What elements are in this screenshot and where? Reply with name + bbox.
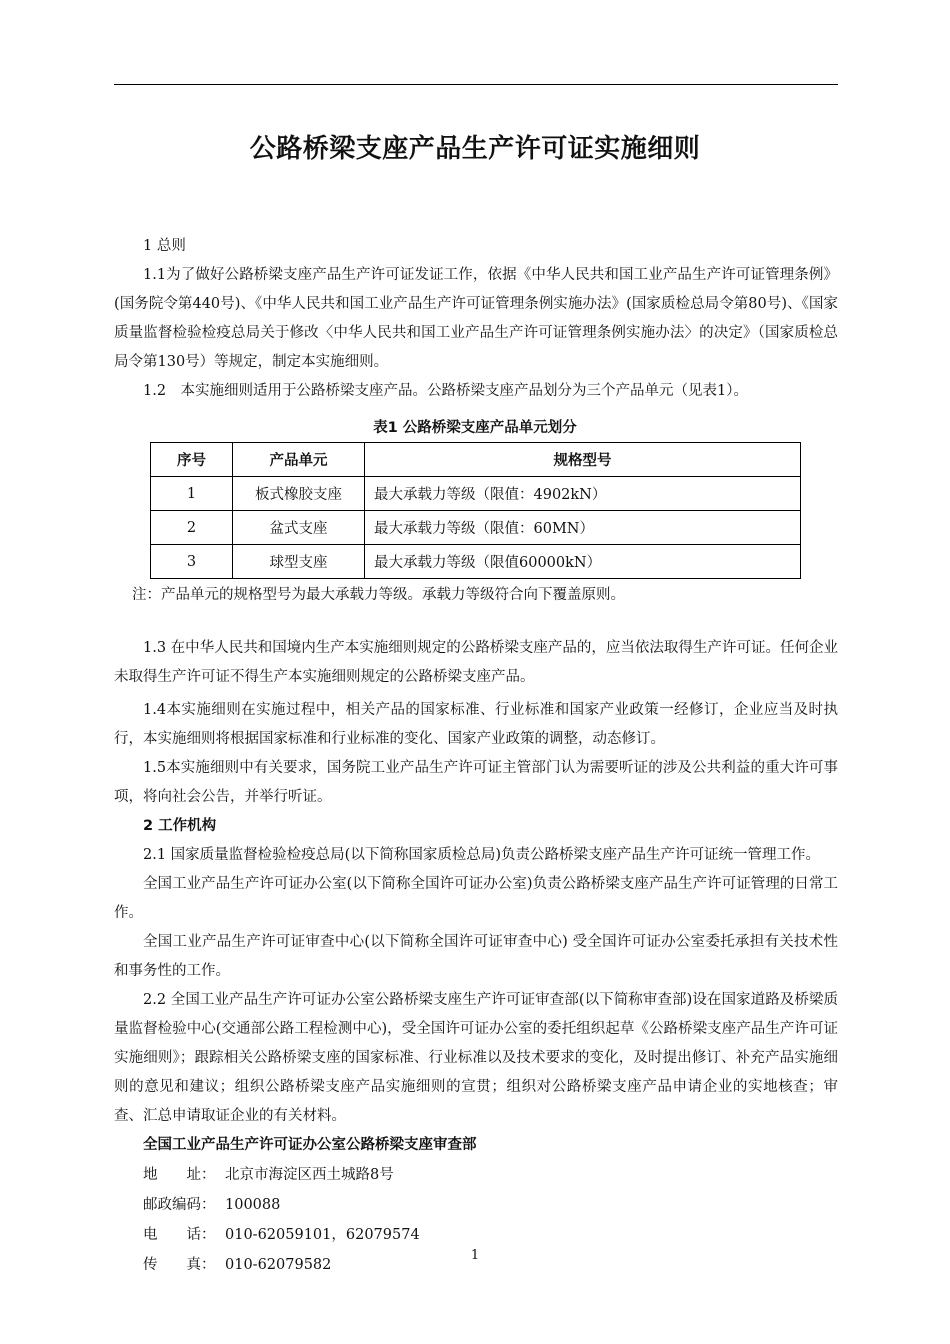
postcode-label: 邮政编码： xyxy=(143,1197,216,1213)
table-cell: 球型支座 xyxy=(233,545,365,579)
header-rule xyxy=(114,84,838,85)
table-row xyxy=(151,511,801,545)
address-label: 地 址： xyxy=(143,1167,216,1183)
paragraph-2-1: 2.1 国家质量监督检验检疫总局(以下简称国家质检总局)负责公路桥梁支座产品生产许可证统一管理工作。 xyxy=(143,847,820,863)
table-row xyxy=(151,545,801,579)
paragraph-1-5: 1.5本实施细则中有关要求，国务院工业产品生产许可证主管部门认为需要听证的涉及公共利益的重大许可事项，将向社会公告，并举行听证。 xyxy=(114,760,838,805)
col-header-unit: 产品单元 xyxy=(233,443,365,477)
fax-label: 传 真： xyxy=(143,1257,216,1273)
col-header-index: 序号 xyxy=(151,443,233,477)
contact-organization: 全国工业产品生产许可证办公室公路桥梁支座审查部 xyxy=(143,1137,477,1153)
paragraph-2-2: 2.2 全国工业产品生产许可证办公室公路桥梁支座生产许可证审查部(以下简称审查部)设在国家道路及桥梁质量监督检验中心(交通部公路工程检测中心)，受全国许可证办公室的委托组织起草《公路桥梁支座产品生产许可证实施细则》；跟踪相关公路桥梁支座的国家标准、行业标准以及技术要求的变化，及时提出修订、补充产品实施细则的意见和建议；组织公路桥梁支座产品实施细则的宣贯；组织对公路桥梁支座产品申请企业的实地核查；审查、汇总申请取证企业的有关材料。 xyxy=(114,992,838,1124)
table-cell: 1 xyxy=(151,477,233,511)
paragraph-2-1c: 全国工业产品生产许可证审查中心(以下简称全国许可证审查中心) 受全国许可证办公室委托承担有关技术性和事务性的工作。 xyxy=(114,934,838,979)
postcode-value: 100088 xyxy=(225,1197,281,1213)
paragraph-2-1b: 全国工业产品生产许可证办公室(以下简称全国许可证办公室)负责公路桥梁支座产品生产许可证管理的日常工作。 xyxy=(114,876,838,921)
table-cell: 最大承载力等级（限值60000kN） xyxy=(365,545,801,579)
table-cell: 最大承载力等级（限值：60MN） xyxy=(365,511,801,545)
paragraph-1-4: 1.4本实施细则在实施过程中，相关产品的国家标准、行业标准和国家产业政策一经修订，企业应当及时执行，本实施细则将根据国家标准和行业标准的变化、国家产业政策的调整，动态修订。 xyxy=(114,702,838,747)
document-title: 公路桥梁支座产品生产许可证实施细则 xyxy=(249,134,701,164)
address-value: 北京市海淀区西土城路8号 xyxy=(225,1167,394,1183)
phone-label: 电 话： xyxy=(143,1227,216,1243)
table-cell: 2 xyxy=(151,511,233,545)
table-header-row xyxy=(151,443,801,477)
section-2-heading: 2 工作机构 xyxy=(143,818,217,834)
page-number: 1 xyxy=(470,1248,480,1263)
product-unit-table xyxy=(150,442,801,579)
table-cell: 板式橡胶支座 xyxy=(233,477,365,511)
table-note: 注：产品单元的规格型号为最大承载力等级。承载力等级符合向下覆盖原则。 xyxy=(132,587,625,603)
table-cell: 最大承载力等级（限值：4902kN） xyxy=(365,477,801,511)
phone-value: 010-62059101，62079574 xyxy=(225,1227,420,1243)
table-cell: 盆式支座 xyxy=(233,511,365,545)
fax-value: 010-62079582 xyxy=(225,1257,332,1273)
section-1-continued xyxy=(114,634,838,1280)
section-1-heading: 1 总则 xyxy=(143,238,186,254)
table-cell: 3 xyxy=(151,545,233,579)
contact-phone xyxy=(114,1220,838,1250)
contact-address xyxy=(114,1160,838,1190)
paragraph-1-1: 1.1为了做好公路桥梁支座产品生产许可证发证工作，依据《中华人民共和国工业产品生产许可证管理条例》(国务院令第440号)、《中华人民共和国工业产品生产许可证管理条例实施办法》(国家质检总局令第80号)、《国家质量监督检验检疫总局关于修改〈中华人民共和国工业产品生产许可证管理条例实施办法〉的决定》（国家质检总局令第130号）等规定，制定本实施细则。 xyxy=(114,267,838,370)
contact-postcode xyxy=(114,1190,838,1220)
table-row xyxy=(151,477,801,511)
table-caption: 表1 公路桥梁支座产品单元划分 xyxy=(373,420,577,436)
paragraph-1-2: 1.2 本实施细则适用于公路桥梁支座产品。公路桥梁支座产品划分为三个产品单元（见表1）。 xyxy=(143,383,749,399)
col-header-spec: 规格型号 xyxy=(365,443,801,477)
section-1-intro xyxy=(114,232,838,406)
paragraph-1-3: 1.3 在中华人民共和国境内生产本实施细则规定的公路桥梁支座产品的，应当依法取得生产许可证。任何企业未取得生产许可证不得生产本实施细则规定的公路桥梁支座产品。 xyxy=(114,640,838,685)
